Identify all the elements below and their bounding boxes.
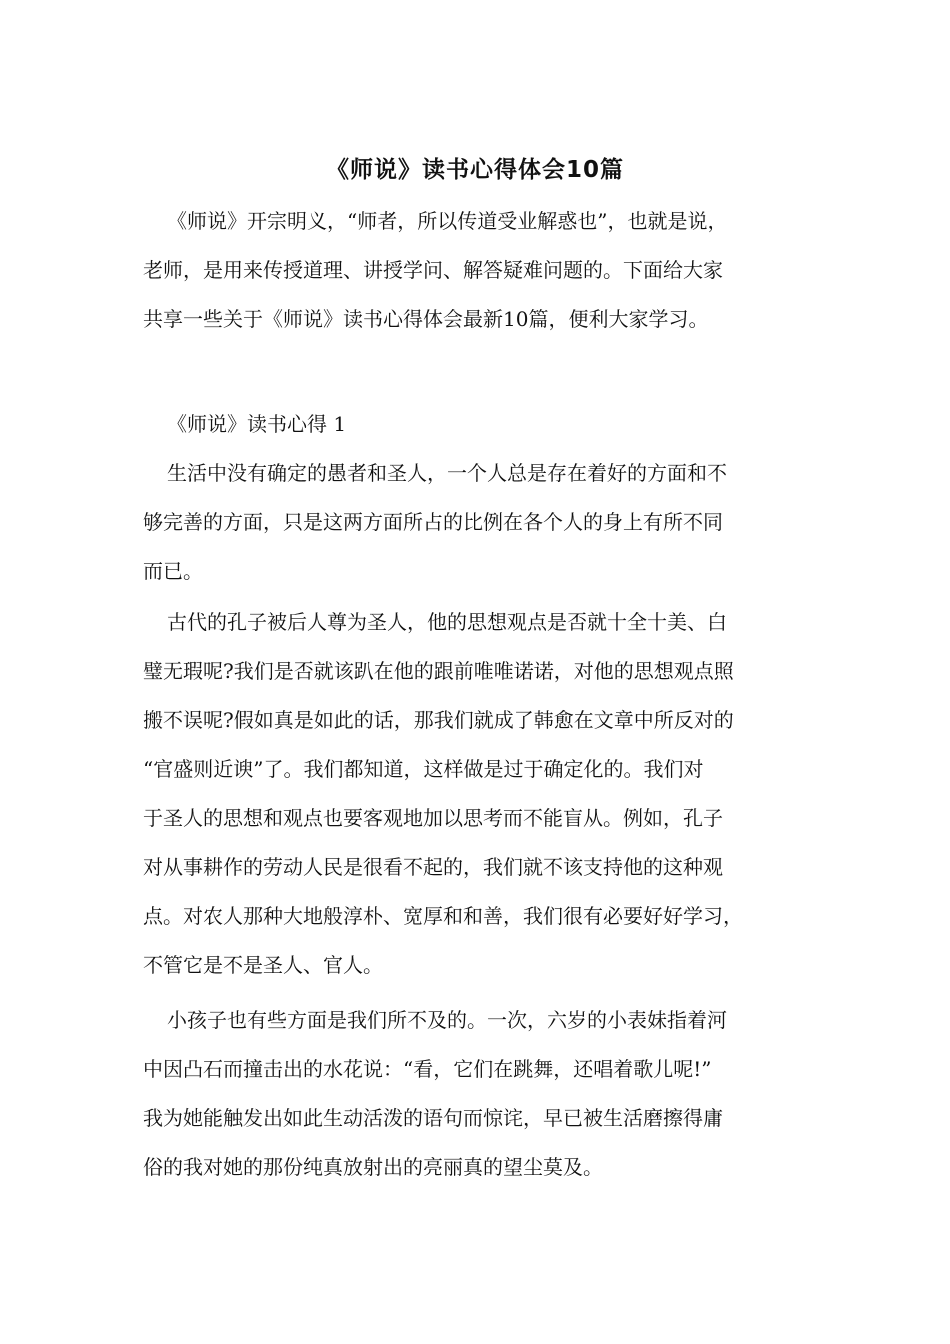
intro-line: 共享一些关于《师说》读书心得体会最新10篇，便利大家学习。 — [143, 307, 709, 331]
intro-paragraph — [143, 197, 823, 344]
paragraph-line: 于圣人的思想和观点也要客观地加以思考而不能盲从。例如，孔子 — [143, 806, 723, 830]
paragraph-line: 古代的孔子被后人尊为圣人，他的思想观点是否就十全十美、白 — [167, 610, 727, 634]
paragraph-line: “官盛则近谀”了。我们都知道，这样做是过于确定化的。我们对 — [143, 757, 704, 781]
paragraph-line: 而已。 — [143, 559, 203, 583]
paragraph-line: 对从事耕作的劳动人民是很看不起的，我们就不该支持他的这种观 — [143, 855, 723, 879]
intro-line: 老师，是用来传授道理、讲授学问、解答疑难问题的。下面给大家 — [143, 258, 723, 282]
paragraph-line: 小孩子也有些方面是我们所不及的。一次，六岁的小表妹指着河 — [167, 1008, 727, 1032]
document-title: 《师说》读书心得体会10篇 — [325, 157, 624, 183]
paragraph-line: 生活中没有确定的愚者和圣人，一个人总是存在着好的方面和不 — [167, 461, 727, 485]
paragraph-2 — [143, 598, 823, 990]
paragraph-3 — [143, 996, 823, 1192]
paragraph-1 — [143, 449, 823, 596]
paragraph-line: 够完善的方面，只是这两方面所占的比例在各个人的身上有所不同 — [143, 510, 723, 534]
paragraph-line: 璧无瑕呢?我们是否就该趴在他的跟前唯唯诺诺，对他的思想观点照 — [143, 659, 734, 683]
paragraph-line: 不管它是不是圣人、官人。 — [143, 953, 383, 977]
paragraph-line: 搬不误呢?假如真是如此的话，那我们就成了韩愈在文章中所反对的 — [143, 708, 734, 732]
paragraph-line: 点。对农人那种大地般淳朴、宽厚和和善，我们很有必要好好学习， — [143, 904, 743, 928]
paragraph-line: 俗的我对她的那份纯真放射出的亮丽真的望尘莫及。 — [143, 1155, 603, 1179]
section-heading: 《师说》读书心得 1 — [167, 412, 347, 436]
intro-line: 《师说》开宗明义，“师者，所以传道受业解惑也”，也就是说， — [167, 209, 728, 233]
paragraph-line: 中因凸石而撞击出的水花说：“看，它们在跳舞，还唱着歌儿呢!” — [143, 1057, 712, 1081]
paragraph-line: 我为她能触发出如此生动活泼的语句而惊诧，早已被生活磨擦得庸 — [143, 1106, 723, 1130]
